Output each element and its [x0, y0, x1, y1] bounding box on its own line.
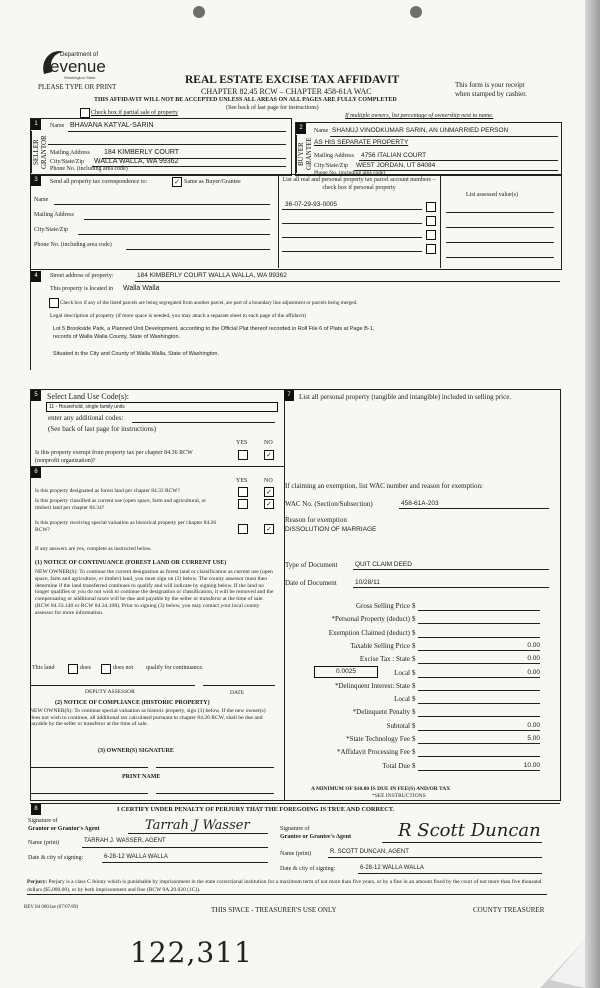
notice-continuance-title: (1) NOTICE OF CONTINUANCE (FOREST LAND OR CURRENT USE): [35, 560, 227, 566]
seller-mailing-label: Mailing Address: [50, 150, 90, 156]
seller-city[interactable]: WALLA WALLA, WA 99362: [94, 158, 179, 165]
forest-yes-checkbox[interactable]: [238, 487, 248, 497]
warning: THIS AFFIDAVIT WILL NOT BE ACCEPTED UNLESS ALL AREAS ON ALL PAGES ARE FULLY COMPLETED: [94, 97, 397, 103]
street-address[interactable]: 184 KIMBERLY COURT WALLA WALLA, WA 99362: [137, 272, 287, 279]
owner-signature-line[interactable]: [156, 767, 274, 768]
underline: [282, 223, 422, 224]
grantor-date-label: Date & city of signing:: [28, 855, 84, 861]
svg-text:evenue: evenue: [50, 57, 106, 76]
underline: [359, 160, 558, 161]
grantor-name[interactable]: TARRAH J. WASSER, AGENT: [84, 838, 166, 844]
tax-row-value[interactable]: [418, 602, 540, 611]
underline: [128, 833, 268, 834]
historical-no-checkbox[interactable]: ✓: [264, 524, 274, 534]
grantor-name-label: Name (print): [28, 840, 60, 846]
parcel-number[interactable]: 36-07-29-93-0005: [285, 201, 338, 208]
tax-row-label: Excise Tax : State: [359, 655, 410, 664]
personal-property-checkbox[interactable]: [426, 230, 436, 240]
if-yes-note: If any answers are yes, complete as instructed below.: [35, 546, 152, 552]
see-instructions: *SEE INSTRUCTIONS: [372, 793, 426, 799]
exempt-no-checkbox[interactable]: ✓: [264, 450, 274, 460]
revenue-logo-icon: [38, 44, 106, 84]
receipt-note-1: This form is your receipt: [455, 81, 525, 89]
section-number: 1: [31, 119, 41, 130]
doc-date[interactable]: 10/28/11: [355, 579, 380, 586]
tax-row-label: Taxable Selling Price: [350, 641, 410, 650]
underline: [358, 873, 542, 874]
grantor-signature-label: Signature of: [28, 818, 58, 824]
tax-row-value[interactable]: 10.00: [418, 762, 540, 771]
form-revision: REV 84 0001ae (07/07/09): [24, 905, 79, 910]
mailing-label: Mailing Address: [34, 212, 74, 218]
punch-hole: [193, 6, 205, 18]
currency-sign: $: [412, 602, 416, 610]
minimum-note: A MINIMUM OF $10.00 IS DUE IN FEE(S) AND/OR TAX: [311, 786, 451, 792]
no-header: NO: [264, 478, 273, 484]
seller-city-label: City/State/Zip: [50, 159, 84, 165]
folded-corner-icon: [540, 940, 585, 988]
tax-row-value[interactable]: 0.00: [418, 655, 540, 664]
buyer-city-label: City/State/Zip: [314, 163, 348, 169]
divider: [278, 174, 279, 268]
buyer-name[interactable]: SHANUJ VINODKUMAR SARIN, AN UNMARRIED PERSON: [332, 127, 509, 134]
tax-row-label: *State Technology Fee: [346, 735, 410, 743]
legal-label: Legal description of property (if more space is needed, you may attach a separate sheet to each page of the affidavit): [50, 313, 306, 319]
located-label: This property is located in: [50, 286, 113, 292]
print-name-line[interactable]: [30, 793, 148, 794]
personal-property-checkbox[interactable]: [426, 202, 436, 212]
tax-row-value[interactable]: 0.00: [418, 669, 540, 678]
send-label: Send all property tax correspondence to:: [50, 179, 148, 185]
grantee-name[interactable]: R. SCOTT DUNCAN, AGENT: [330, 849, 409, 855]
underline: [282, 251, 422, 252]
print-name-label: PRINT NAME: [122, 774, 161, 780]
located-county[interactable]: Walla Walla: [123, 285, 160, 292]
seller-name[interactable]: BHAVANA KATYAL-SARIN: [70, 122, 154, 129]
assessor-date-line[interactable]: [203, 685, 275, 686]
name-field[interactable]: [54, 204, 270, 205]
underline: [282, 237, 422, 238]
legal-description-3[interactable]: Situated in the City and County of Walla Walla, State of Washington.: [53, 351, 220, 357]
yes-header: YES: [236, 478, 248, 484]
underline: [382, 842, 542, 843]
additional-codes-field[interactable]: [132, 422, 275, 423]
print-name-line[interactable]: [156, 793, 274, 794]
currency-sign: $: [412, 721, 416, 730]
name-label: Name: [34, 197, 49, 203]
tax-row-value[interactable]: [418, 615, 540, 624]
tax-row-value[interactable]: 0.00: [418, 722, 540, 731]
this-land-label: This land: [32, 665, 55, 671]
receipt-note-2: when stamped by cashier.: [455, 90, 527, 98]
segregated-checkbox[interactable]: [49, 298, 59, 308]
phone-label: Phone No. (including area code): [34, 242, 112, 248]
personal-property-label: List all personal property (tangible and intangible) included in selling price.: [299, 393, 512, 401]
current-use-question: Is this property classified as current use (open space, farm and agricultural, or timber) land per chapter 84.34?: [35, 498, 207, 511]
land-use-label: Select Land Use Code(s):: [47, 392, 129, 401]
tax-row-label: *Affidavit Processing Fee: [337, 748, 410, 757]
scan-edge: [585, 0, 600, 988]
section-number: 6: [31, 467, 41, 478]
additional-codes-label: enter any additional codes:: [48, 414, 124, 422]
exemption-reason[interactable]: DISSOLUTION OF MARRIAGE: [285, 526, 377, 533]
multiple-owners-note: If multiple owners, list percentage of ownership next to name.: [345, 113, 494, 119]
underline: [82, 847, 268, 848]
same-as-buyer-checkbox[interactable]: ✓: [172, 177, 182, 187]
city-field[interactable]: [78, 234, 270, 235]
tax-row-label: Subtotal: [386, 721, 410, 730]
buyer-side-label: BUYER GRANTEE: [296, 135, 307, 173]
currency-sign: $: [412, 761, 416, 770]
street-label: Street address of property:: [50, 273, 114, 279]
mailing-field[interactable]: [84, 219, 270, 220]
tax-row-value[interactable]: [418, 682, 540, 691]
historical-question: Is this property receiving special valuation as historical property per chapter 84.26 RCW?: [35, 520, 217, 533]
tax-row-value[interactable]: 0.00: [418, 642, 540, 651]
phone-field[interactable]: [126, 249, 270, 250]
personal-property-checkbox[interactable]: [426, 244, 436, 254]
tax-row-label: Local: [394, 668, 410, 677]
assessed-header: List assessed value(s): [466, 192, 518, 198]
tax-row-value[interactable]: [418, 629, 540, 638]
city-label: City/State/Zip: [34, 227, 68, 233]
local-rate-field[interactable]: 0.0025: [314, 666, 378, 678]
currency-sign: $: [412, 641, 416, 650]
yes-header: YES: [236, 440, 248, 446]
underline: [353, 569, 549, 570]
doc-date-label: Date of Document: [285, 579, 337, 587]
grantee-signature-label: Signature of: [280, 826, 310, 832]
partial-sale-checkbox[interactable]: [80, 108, 90, 118]
currency-sign: $: [412, 628, 416, 637]
notice-continuance-text: NEW OWNER(S): To continue the current designation as forest land or classification as current use (open space, farm and agriculture, or timber) land, you must sign on (3) below. The county assessor must then determine if the land transferred continues to qualify and will indicate by signing below. If the land no longer qualifies or you do not wish to continue the designation or classification, it will be removed and the compensating or additional taxes will be due and payable by the seller or transferor at the time of sale. (RCW 84.33.140 or RCW 84.34.108). Prior to signing (3) below, you may contact your local county assessor for more information.: [35, 569, 274, 616]
please-type: PLEASE TYPE OR PRINT: [38, 83, 117, 91]
underline: [48, 144, 286, 145]
grantor-signature[interactable]: Tarrah J Wasser: [145, 818, 250, 833]
does-not-checkbox[interactable]: [101, 664, 111, 674]
forest-no-checkbox[interactable]: ✓: [264, 487, 274, 497]
handwritten-number: 122,311: [130, 936, 253, 969]
buyer-mailing[interactable]: 4756 ITALIAN COURT: [361, 152, 427, 159]
current-use-yes-checkbox[interactable]: [238, 499, 248, 509]
underline: [328, 857, 542, 858]
currency-sign: $: [412, 695, 416, 704]
grantor-date[interactable]: 6-28-12 WALLA WALLA: [104, 854, 168, 860]
land-use-select[interactable]: 11 - Household, single family units: [46, 402, 278, 412]
buyer-name-label: Name: [314, 128, 329, 134]
current-use-no-checkbox[interactable]: ✓: [264, 499, 274, 509]
seller-side-label: SELLER GRANTOR: [31, 131, 42, 173]
currency-sign: $: [412, 681, 416, 690]
doc-type-label: Type of Document: [285, 561, 338, 569]
currency-sign: $: [412, 668, 416, 677]
exempt-question: Is this property exempt from property tax per chapter 84.36 RCW (nonprofit organization)?: [35, 450, 193, 464]
county-treasurer: COUNTY TREASURER: [473, 906, 545, 914]
buyer-name-2[interactable]: AS HIS SEPARATE PROPERTY: [314, 139, 409, 146]
buyer-mailing-label: Mailing Address: [314, 153, 354, 159]
punch-hole: [410, 6, 422, 18]
personal-property-checkbox[interactable]: [426, 216, 436, 226]
treasurer-space: THIS SPACE - TREASURER'S USE ONLY: [211, 906, 337, 914]
divider: [30, 803, 560, 804]
section-number: 3: [31, 175, 41, 186]
section-number: 4: [31, 271, 41, 282]
underline: [399, 508, 549, 509]
assessor-signature-line[interactable]: [30, 685, 195, 686]
currency-sign: $: [412, 655, 416, 664]
underline: [330, 136, 558, 137]
section-number: 2: [296, 123, 306, 134]
tax-row-value[interactable]: [418, 748, 540, 757]
tax-row-label: *Personal Property (deduct): [331, 615, 410, 624]
chapter-line: CHAPTER 82.45 RCW – CHAPTER 458-61A WAC: [201, 87, 372, 96]
qualify-label: qualify for continuance.: [146, 665, 204, 671]
deputy-assessor-label: DEPUTY ASSESSOR: [85, 689, 135, 695]
underline: [282, 209, 422, 210]
no-header: NO: [264, 440, 273, 446]
grantee-date-label: Date & city of signing:: [280, 866, 336, 872]
currency-sign: $: [412, 748, 416, 757]
tax-row-label: *Delinquent Penalty: [352, 708, 410, 717]
tax-row-label: Total Due: [382, 761, 410, 770]
svg-text:Washington State: Washington State: [64, 75, 96, 80]
wac-label: WAC No. (Section/Subsection): [285, 500, 373, 508]
assessed-field[interactable]: [446, 257, 554, 258]
tax-row-label: Local: [394, 695, 410, 704]
grantee-signature[interactable]: R Scott Duncan: [398, 820, 541, 841]
tax-row-value[interactable]: [418, 695, 540, 704]
does-not-label: does not: [113, 665, 134, 671]
see-back: (See back of last page for instructions): [226, 105, 319, 111]
seller-name-label: Name: [50, 123, 65, 129]
section-number: 7: [284, 390, 294, 401]
grantor-agent-label: Grantor or Grantor's Agent: [28, 826, 100, 832]
underline: [353, 587, 549, 588]
grantee-date[interactable]: 6-28-12 WALLA WALLA: [360, 865, 424, 871]
reason-label: Reason for exemption: [285, 516, 347, 524]
tax-row-value[interactable]: [418, 708, 540, 717]
buyer-phone-label: Phone No. (including area code): [314, 170, 386, 176]
tax-row-label: Exemption Claimed (deduct): [328, 628, 410, 637]
divider: [440, 176, 441, 268]
same-as-buyer-label: Same as Buyer/Grantee: [184, 179, 241, 185]
historical-yes-checkbox[interactable]: [238, 524, 248, 534]
doc-type[interactable]: QUIT CLAIM DEED: [355, 561, 412, 568]
legal-description-2[interactable]: records of Walla Walla County, State of Washington.: [53, 334, 181, 340]
does-checkbox[interactable]: [68, 664, 78, 674]
seller-mailing[interactable]: 184 KIMBERLY COURT: [104, 149, 180, 156]
buyer-city[interactable]: WEST JORDAN, UT 84084: [356, 162, 436, 169]
underline: [68, 131, 286, 132]
tax-row-value[interactable]: 5.00: [418, 735, 540, 744]
divider: [30, 466, 284, 467]
revenue-logo: [38, 44, 106, 84]
exempt-yes-checkbox[interactable]: [238, 450, 248, 460]
exemption-label: If claiming an exemption, list WAC number and reason for exemption:: [285, 482, 483, 490]
perjury-label: Perjury:: [27, 879, 48, 885]
seller-phone-label: Phone No. (including area code): [50, 166, 128, 172]
assessed-field[interactable]: [446, 212, 554, 213]
tax-row-label: Gross Selling Price: [355, 602, 410, 610]
currency-sign: $: [412, 708, 416, 717]
owner-signature-label: (3) OWNER(S) SIGNATURE: [98, 748, 174, 754]
legal-description-1[interactable]: Lot 5 Brookside Park, a Planned Unit Development, according to the Official Plat thereof recorded in Roll File 6 of Plats at Page B-1,: [53, 326, 375, 332]
segregated-label: Check box if any of the listed parcels are being segregated from another parcel, are part of a boundary line adjustment or parcels being merged.: [60, 300, 358, 306]
currency-sign: $: [412, 615, 416, 624]
section-number: 5: [31, 390, 41, 401]
svg-text:Department of: Department of: [60, 52, 99, 58]
perjury-notice: [27, 878, 547, 895]
underline: [102, 862, 268, 863]
grantee-name-label: Name (print): [280, 851, 312, 857]
certify-statement: I CERTIFY UNDER PENALTY OF PERJURY THAT THE FOREGOING IS TRUE AND CORRECT.: [117, 806, 395, 813]
perjury-text: Perjury is a class C felony which is punishable by imprisonment in the state correctional institution for a maximum term of not more than five years, or by a fine in an amount fixed by the court of not more than five thousand dollars ($5,000.00), or by both imprisonment and fine (RCW 9A.20.020 (1C)).: [27, 879, 542, 893]
partial-sale-label: Check box if partial sale of property: [91, 110, 178, 116]
form-title: REAL ESTATE EXCISE TAX AFFIDAVIT: [185, 74, 400, 86]
underline: [135, 281, 560, 282]
currency-sign: $: [412, 735, 416, 743]
date-label: DATE: [230, 690, 245, 696]
assessed-field[interactable]: [446, 242, 554, 243]
notice-compliance-text: NEW OWNER(S): To continue special valuation as historic property, sign (3) below. If the new owner(s) does not wish to continue, all additional tax calculated pursuant to chapter 84.26 RCW, shall be due and payable by the seller or transferor at the time of sale.: [30, 708, 266, 727]
owner-signature-line[interactable]: [30, 767, 148, 768]
wac-number[interactable]: 458-61A-203: [401, 500, 439, 507]
see-back-5: (See back of last page for instructions): [48, 425, 157, 433]
assessed-field[interactable]: [446, 227, 554, 228]
notice-compliance-title: (2) NOTICE OF COMPLIANCE (HISTORIC PROPERTY): [55, 700, 210, 706]
tax-row-label: *Delinquent Interest: State: [334, 681, 410, 690]
does-label: does: [80, 665, 91, 671]
forest-question: Is this property designated as forest land per chapter 84.33 RCW?: [35, 488, 180, 494]
parcel-header: List all real and personal property tax parcel account numbers – check box if personal property: [282, 177, 436, 191]
section-number: 8: [31, 804, 41, 815]
grantee-agent-label: Grantee or Grantee's Agent: [280, 834, 352, 840]
